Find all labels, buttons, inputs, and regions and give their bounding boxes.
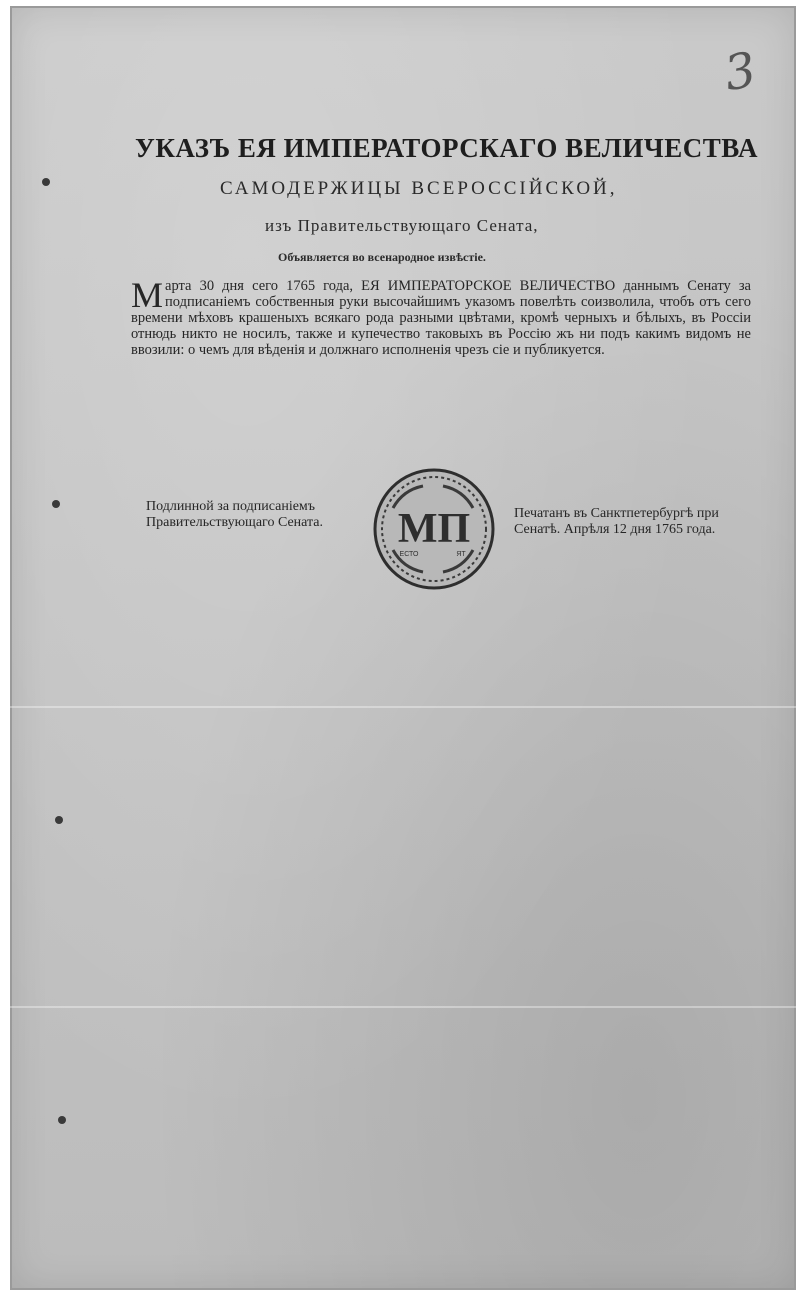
decree-subtitle: САМОДЕРЖИЦЫ ВСЕРОССІЙСКОЙ, [220,178,618,199]
decree-issuer: изъ Правительствующаго Сената, [265,216,539,235]
decree-announcement: Объявляется во всенародное извѣстіе. [278,250,486,264]
decree-title: УКАЗЪ ЕЯ ИМПЕРАТОРСКАГО ВЕЛИЧЕСТВА [135,133,759,163]
printer-seal [373,468,495,590]
page-number: 3 [720,41,761,103]
binding-hole [42,178,50,186]
seal-monogram: МП [397,506,471,552]
seal-left-letters: ЕСТО [399,551,419,558]
paper-fold [10,1006,796,1008]
signature-note: Подлинной за подписаніемъ Правительствующаго Сената. [146,499,324,530]
decree-body [131,275,751,358]
binding-hole [58,1116,66,1124]
binding-hole [55,816,63,824]
decree-body-text: арта 30 дня сего 1765 года, ЕЯ ИМПЕРАТОРСКОЕ ВЕЛИЧЕСТВО даннымъ Сенату за подписаніемъ собственныя руки высочайшимъ указомъ повелѣть соизволила, чтобъ отъ сего времени мѣховъ крашеныхъ всякаго рода разными цвѣтами, кромѣ черныхъ и бѣлыхъ, въ Россіи отнюдь никто не носилъ, также и купечество таковыхъ въ Россію жъ ни подъ какимъ видомъ не ввозили: о чемъ для вѣденія и должнаго исполненія чрезъ сіе и публикуется. [131,278,751,358]
paper-fold [10,706,796,708]
imprint-note: Печатанъ въ Санктпетербургѣ при Сенатѣ. Апрѣля 12 дня 1765 года. [514,506,719,537]
document-sheet [10,6,796,1290]
binding-hole [52,500,60,508]
drop-cap: М [131,275,164,315]
seal-right-letters: ЯТ [456,551,466,558]
